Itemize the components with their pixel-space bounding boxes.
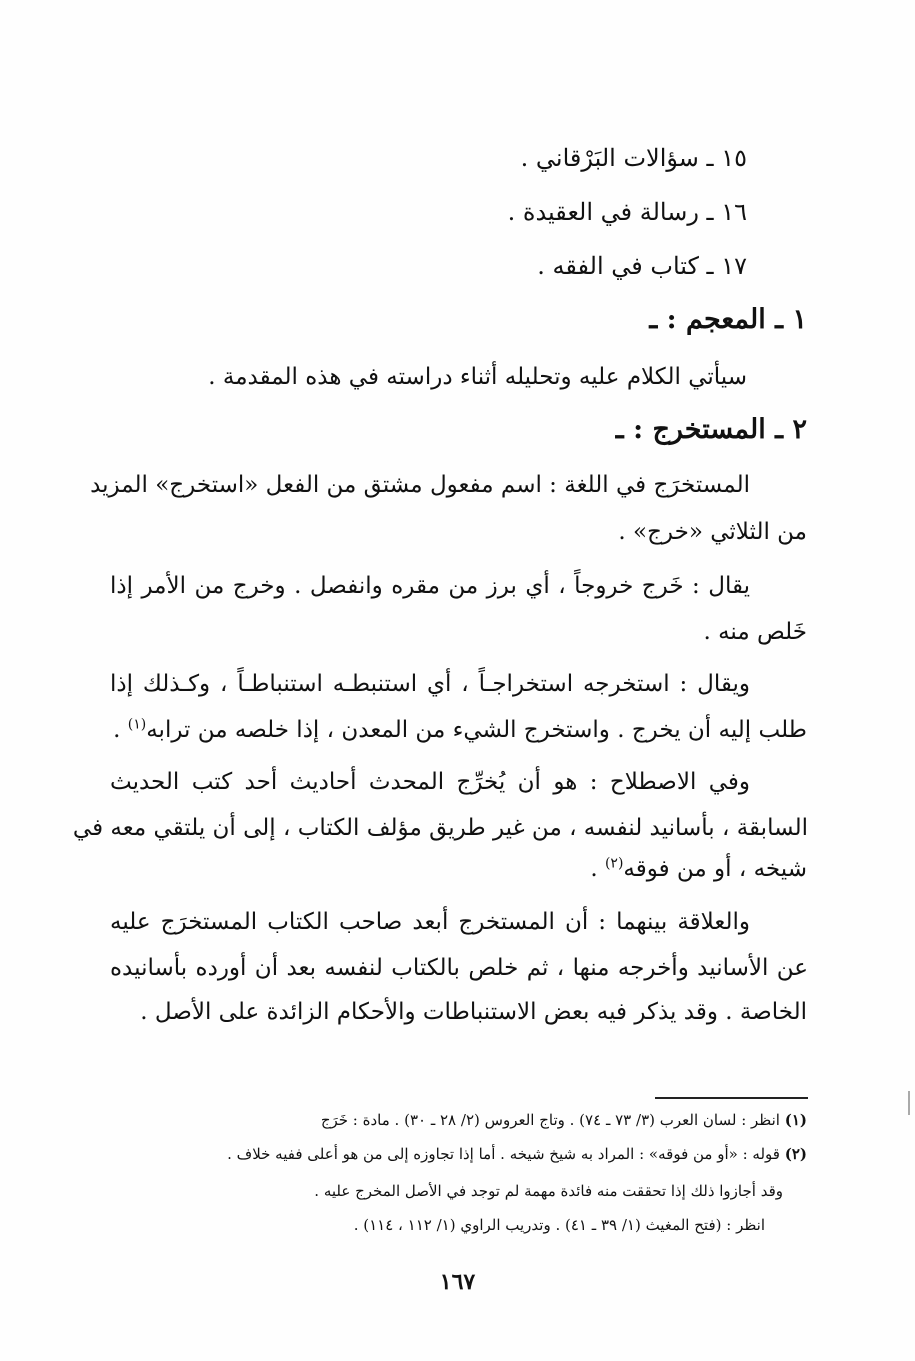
footnote-2-reference: انظر : (فتح المغيث (١/ ٣٩ ـ ٤١) . وتدريب الراوي (١/ ١١٢ ، ١١٤) .	[353, 1216, 765, 1234]
paragraph-line: سيأتي الكلام عليه وتحليله أثناء دراسته في هذه المقدمة .	[208, 364, 747, 390]
footnote-ref: (١)	[127, 716, 147, 733]
footnote-text: قوله : «أو من فوقه» : المراد به شيخ شيخه . أما إذا تجاوزه إلى من هو أعلى ففيه خلاف .	[227, 1145, 785, 1163]
paragraph-line: السابقة ، بأسانيد لنفسه ، من غير طريق مؤلف الكتاب ، إلى أن يلتقي معه في	[72, 815, 808, 841]
section-heading-mujam: ١ ـ المعجم : ـ	[649, 304, 807, 335]
list-item: ١٧ ـ كتاب في الفقه .	[537, 252, 747, 280]
list-item: ١٦ ـ رسالة في العقيدة .	[507, 198, 747, 226]
paragraph-line: خَلص منه .	[703, 619, 807, 645]
paragraph-text: .	[113, 717, 128, 743]
paragraph-text: .	[590, 856, 605, 882]
footnote-text: انظر : لسان العرب (٣/ ٧٣ ـ ٧٤) . وتاج العروس (٢/ ٢٨ ـ ٣٠) . مادة : خَرَج	[320, 1111, 785, 1129]
footnote-label: (١)	[784, 1111, 807, 1129]
paragraph-line: والعلاقة بينهما : أن المستخرج أبعد صاحب الكتاب المستخرَج عليه	[110, 909, 750, 935]
footnote-1	[321, 1109, 807, 1131]
scan-edge-mark	[908, 1091, 910, 1115]
footnote-2	[227, 1143, 807, 1165]
paragraph-text: شيخه ، أو من فوقه	[623, 856, 807, 882]
paragraph-line: وفي الاصطلاح : هو أن يُخرِّج المحدث أحاديث أحد كتب الحديث	[110, 769, 750, 795]
section-heading-mustakhraj: ٢ ـ المستخرج : ـ	[615, 414, 807, 445]
paragraph-line: ويقال : استخرجه استخراجـاً ، أي استنبطـه استنباطـاً ، وكـذلك إذا	[110, 671, 750, 697]
footnote-ref: (٢)	[604, 855, 624, 872]
paragraph-line: المستخرَج في اللغة : اسم مفعول مشتق من الفعل «استخرج» المزيد	[90, 472, 750, 498]
footnote-divider	[655, 1097, 808, 1099]
paragraph-line: الخاصة . وقد يذكر فيه بعض الاستنباطات والأحكام الزائدة على الأصل .	[140, 999, 807, 1025]
paragraph-line: من الثلاثي «خرج» .	[618, 519, 807, 545]
paragraph-line: يقال : خَرج خروجاً ، أي برز من مقره وانفصل . وخرج من الأمر إذا	[110, 573, 750, 599]
page-number: ١٦٧	[439, 1269, 476, 1295]
paragraph-text: طلب إليه أن يخرج . واستخرج الشيء من المعدن ، إذا خلصه من ترابه	[146, 717, 807, 743]
paragraph-line: عن الأسانيد وأخرجه منها ، ثم خلص بالكتاب لنفسه بعد أن أورده بأسانيده	[110, 955, 808, 981]
list-item: ١٥ ـ سؤالات البَرْقاني .	[520, 144, 747, 172]
paragraph-line	[113, 714, 807, 746]
footnote-2-continued: وقد أجازوا ذلك إذا تحققت منه فائدة مهمة لم توجد في الأصل المخرج عليه .	[314, 1182, 783, 1200]
paragraph-line	[590, 853, 807, 885]
footnote-label: (٢)	[784, 1145, 807, 1163]
